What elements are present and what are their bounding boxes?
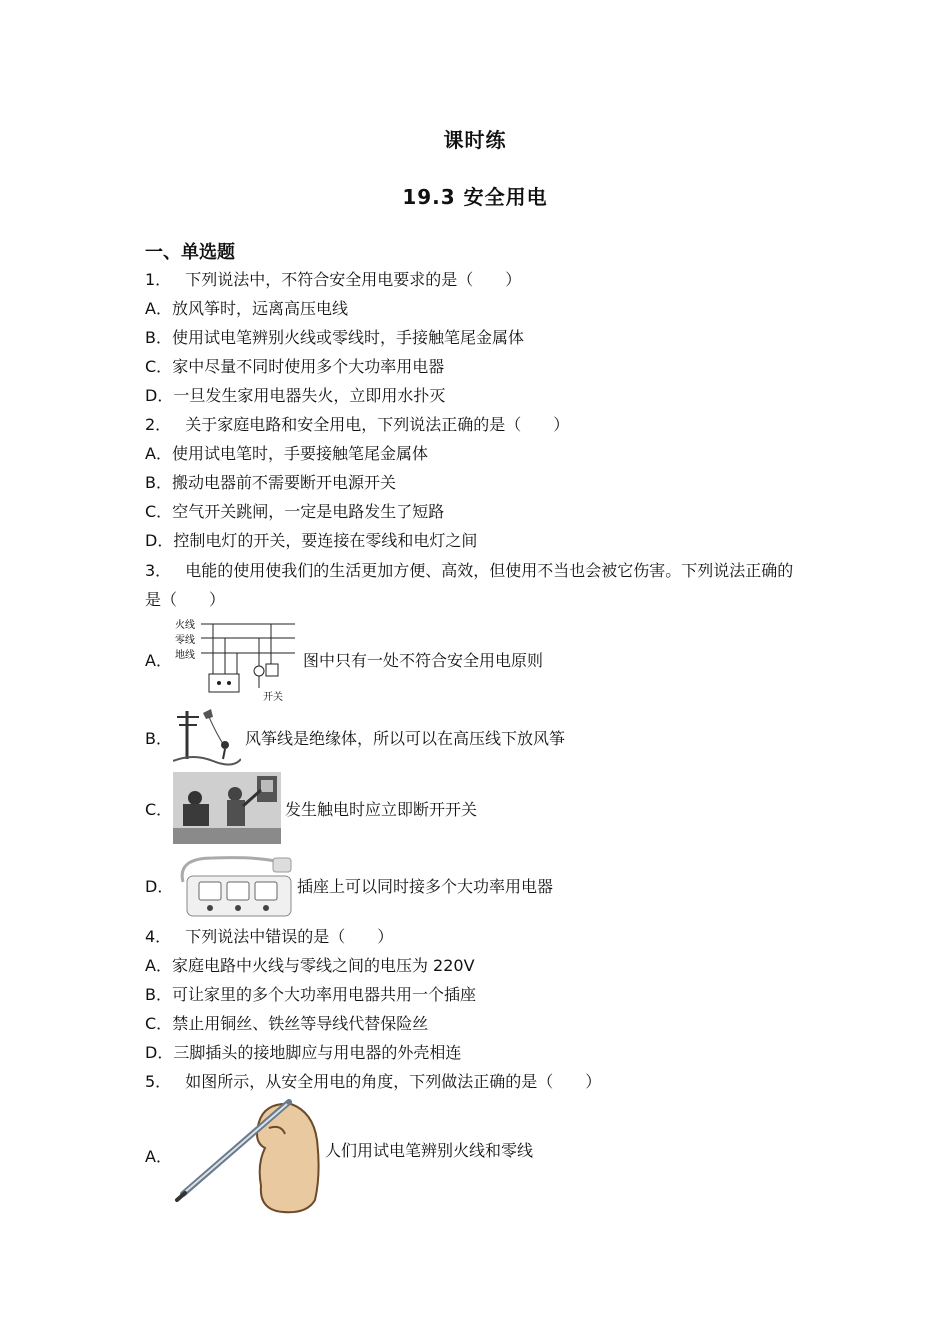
svg-text:开关: 开关 [263,692,283,702]
page-title: 课时练 [443,128,507,152]
question-4-stem: 4． 下列说法中错误的是（ ） [145,927,394,946]
question-1-option-c: C．家中尽量不同时使用多个大功率用电器 [145,357,445,376]
section-heading: 一、单选题 [145,242,235,263]
circuit-diagram-figure [173,616,299,702]
question-5-option-a: A． 人们用试电笔辨别火线和零线 [145,1094,533,1216]
question-5-stem: 5． 如图所示，从安全用电的角度，下列做法正确的是（ ） [145,1072,602,1091]
power-strip-figure [173,852,293,918]
question-2-option-d: D．控制电灯的开关，要连接在零线和电灯之间 [145,531,478,550]
question-4-option-a: A．家庭电路中火线与零线之间的电压为 220V [145,956,475,975]
page-subtitle: 19.3 安全用电 [402,185,548,209]
svg-text:地线: 地线 [175,650,195,661]
svg-text:火线: 火线 [175,620,195,631]
question-3-option-a: A． 火线 零线 地线 开关 图中只有一处不符合安全用电原则 [145,616,543,702]
question-1-option-b: B．使用试电笔辨别火线或零线时，手接触笔尾金属体 [145,328,524,347]
question-4-option-c: C．禁止用铜丝、铁丝等导线代替保险丝 [145,1014,429,1033]
question-3-stem: 3． 电能的使用使我们的生活更加方便、高效，但使用不当也会被它伤害。下列说法正确的 [145,561,794,580]
question-1-option-d: D．一旦发生家用电器失火，立即用水扑灭 [145,386,446,405]
kite-powerline-figure [173,707,241,767]
question-2-stem: 2． 关于家庭电路和安全用电，下列说法正确的是（ ） [145,415,570,434]
question-3-stem-cont: 是（ ） [145,590,226,609]
question-1-option-a: A．放风筝时，远离高压电线 [145,299,348,318]
question-2-option-a: A．使用试电笔时，手要接触笔尾金属体 [145,444,428,463]
question-3-option-d: D． 插座上可以同时接多个大功率用电器 [145,852,553,918]
question-4-option-d: D．三脚插头的接地脚应与用电器的外壳相连 [145,1043,462,1062]
question-2-option-c: C．空气开关跳闸，一定是电路发生了短路 [145,502,445,521]
electric-shock-figure [173,772,281,844]
question-1-stem: 1． 下列说法中，不符合安全用电要求的是（ ） [145,270,522,289]
question-3-option-b: B． 风筝线是绝缘体，所以可以在高压线下放风筝 [145,707,565,767]
test-pen-hand-figure [173,1094,321,1216]
question-number: 1． [145,270,172,289]
svg-text:零线: 零线 [175,635,195,646]
question-2-option-b: B．搬动电器前不需要断开电源开关 [145,473,396,492]
question-3-option-c: C． 发生触电时应立即断开开关 [145,772,477,844]
question-4-option-b: B．可让家里的多个大功率用电器共用一个插座 [145,985,476,1004]
